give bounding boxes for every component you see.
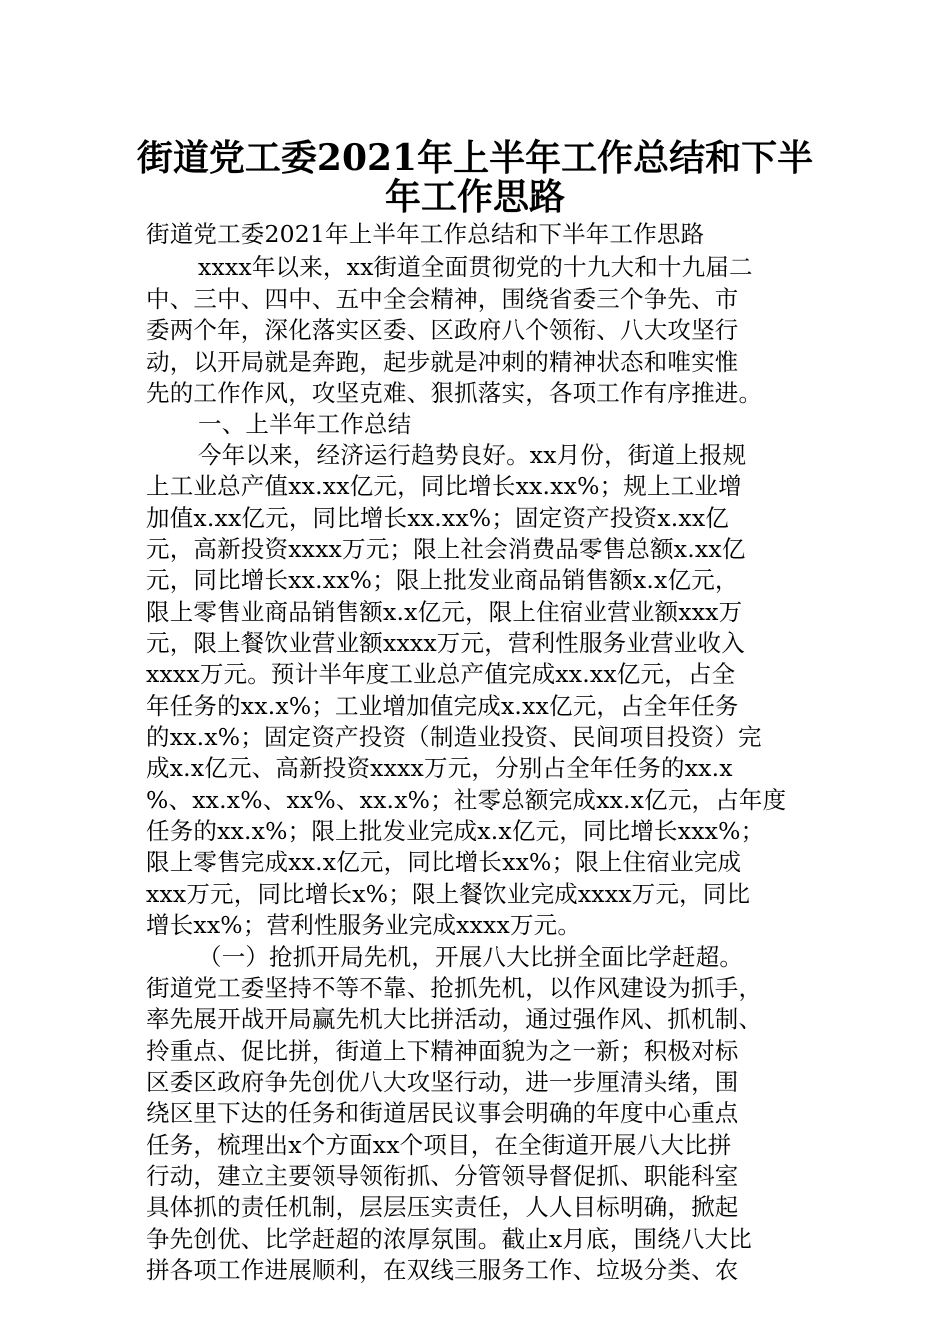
- paragraph-line: xxxx年以来，xx街道全面贯彻党的十九大和十九届二: [198, 253, 753, 281]
- paragraph-line: 区委区政府争先创优八大攻坚行动，进一步厘清头绪，围: [146, 1068, 739, 1096]
- paragraph-line: 元，同比增长xx.xx%；限上批发业商品销售额x.x亿元，: [146, 566, 739, 594]
- paragraph-line: 元，限上餐饮业营业额xxxx万元，营利性服务业营业收入: [146, 629, 745, 657]
- paragraph-line: 街道党工委坚持不等不靠、抢抓先机，以作风建设为抓手，: [146, 974, 763, 1002]
- paragraph-line: 委两个年，深化落实区委、区政府八个领衔、八大攻坚行: [146, 316, 739, 344]
- paragraph-line: 率先展开战开局赢先机大比拼活动，通过强作风、抓机制、: [146, 1005, 763, 1033]
- document-title-line-1: 街道党工委2021年上半年工作总结和下半: [136, 137, 814, 179]
- paragraph-line: xxxx万元。预计半年度工业总产值完成xx.xx亿元，占全: [146, 660, 736, 688]
- subtitle-line: 街道党工委2021年上半年工作总结和下半年工作思路: [146, 220, 705, 248]
- paragraph-line: 年任务的xx.x%；工业增加值完成x.xx亿元，占全年任务: [146, 692, 739, 720]
- paragraph-line: 拎重点、促比拼，街道上下精神面貌为之一新；积极对标: [146, 1037, 739, 1065]
- section-heading: 一、上半年工作总结: [198, 410, 412, 438]
- paragraph-line: 的xx.x%；固定资产投资（制造业投资、民间项目投资）完: [146, 723, 762, 751]
- paragraph-line: 元，高新投资xxxx万元；限上社会消费品零售总额x.xx亿: [146, 535, 746, 563]
- document-title-line-2: 年工作思路: [384, 176, 565, 218]
- paragraph-line: 先的工作作风，攻坚克难、狠抓落实，各项工作有序推进。: [146, 379, 763, 407]
- paragraph-line: 增长xx%；营利性服务业完成xxxx万元。: [146, 911, 582, 939]
- section-heading: （一）抢抓开局先机，开展八大比拼全面比学赶超。: [198, 943, 744, 971]
- paragraph-line: 任务的xx.x%；限上批发业完成x.x亿元，同比增长xxx%；: [146, 817, 765, 845]
- paragraph-line: 绕区里下达的任务和街道居民议事会明确的年度中心重点: [146, 1099, 739, 1127]
- paragraph-line: 动，以开局就是奔跑，起步就是冲刺的精神状态和唯实惟: [146, 348, 739, 376]
- paragraph-line: 限上零售业商品销售额x.x亿元，限上住宿业营业额xxx万: [146, 598, 743, 626]
- paragraph-line: 今年以来，经济运行趋势良好。xx月份，街道上报规: [198, 441, 747, 469]
- paragraph-line: %、xx.x%、xx%、xx.x%；社零总额完成xx.x亿元，占年度: [146, 786, 787, 814]
- paragraph-line: 上工业总产值xx.xx亿元，同比增长xx.xx%；规上工业增: [146, 472, 742, 500]
- paragraph-line: 限上零售完成xx.x亿元，同比增长xx%；限上住宿业完成: [146, 848, 742, 876]
- paragraph-line: 争先创优、比学赶超的浓厚氛围。截止x月底，围绕八大比: [146, 1225, 752, 1253]
- paragraph-line: 行动，建立主要领导领衔抓、分管领导督促抓、职能科室: [146, 1162, 739, 1190]
- paragraph-line: 具体抓的责任机制，层层压实责任，人人目标明确，掀起: [146, 1193, 739, 1221]
- paragraph-line: xxx万元，同比增长x%；限上餐饮业完成xxxx万元，同比: [146, 880, 751, 908]
- paragraph-line: 成x.x亿元、高新投资xxxx万元，分别占全年任务的xx.x: [146, 754, 733, 782]
- paragraph-line: 加值x.xx亿元，同比增长xx.xx%；固定资产投资x.xx亿: [146, 504, 729, 532]
- paragraph-line: 拼各项工作进展顺利，在双线三服务工作、垃圾分类、农: [146, 1256, 739, 1284]
- paragraph-line: 中、三中、四中、五中全会精神，围绕省委三个争先、市: [146, 285, 739, 313]
- paragraph-line: 任务，梳理出x个方面xx个项目，在全街道开展八大比拼: [146, 1131, 732, 1159]
